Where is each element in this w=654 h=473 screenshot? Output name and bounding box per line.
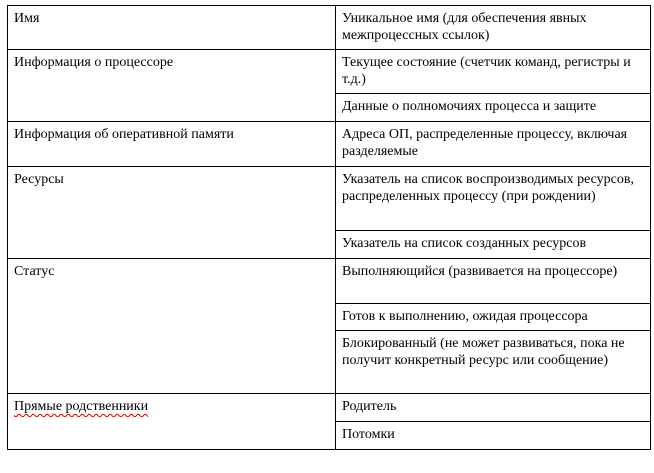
row-value: Блокированный (не может развиваться, пока не получит конкретный ресурс или сообщение) [342, 336, 625, 368]
row-value: Потомки [342, 427, 395, 442]
row-value: Указатель на список воспроизводимых ресурсов, распределенных процессу (при рождении) [342, 172, 634, 204]
table-row [8, 6, 651, 50]
row-label: Информация об оперативной памяти [14, 127, 234, 142]
row-label-cell [8, 259, 336, 394]
row-value-cell [336, 304, 651, 331]
process-descriptor-table [7, 5, 651, 450]
row-value-cell [336, 394, 651, 422]
row-label-cell [8, 167, 336, 259]
row-label-cell [8, 50, 336, 122]
row-value-cell [336, 422, 651, 450]
table-row [8, 259, 651, 304]
row-label-cell [8, 394, 336, 450]
row-value-cell [336, 94, 651, 122]
row-value: Выполняющийся (развивается на процессоре) [342, 264, 618, 279]
row-value-cell [336, 6, 651, 50]
table-row [8, 394, 651, 422]
row-value-cell [336, 167, 651, 231]
row-value-cell [336, 122, 651, 167]
row-value-cell [336, 331, 651, 394]
table-row [8, 167, 651, 231]
row-value: Текущее состояние (счетчик команд, регистры и т.д.) [342, 55, 631, 87]
table-row [8, 50, 651, 94]
row-value-cell [336, 50, 651, 94]
row-label: Имя [14, 11, 40, 26]
row-value-cell [336, 259, 651, 304]
row-value: Указатель на список созданных ресурсов [342, 236, 587, 251]
row-label-cell [8, 6, 336, 50]
row-label: Информация о процессоре [14, 55, 174, 70]
row-label: Прямые родственники [14, 399, 149, 414]
row-label-cell [8, 122, 336, 167]
row-value: Родитель [342, 399, 397, 414]
row-value-cell [336, 231, 651, 259]
row-value: Данные о полномочиях процесса и защите [342, 99, 597, 114]
row-value: Уникальное имя (для обеспечения явных межпроцессных ссылок) [342, 11, 587, 43]
row-value: Адреса ОП, распределенные процессу, включая разделяемые [342, 127, 628, 159]
row-value: Готов к выполнению, ожидая процессора [342, 309, 588, 324]
row-label: Ресурсы [14, 172, 64, 187]
row-label: Статус [14, 264, 55, 279]
table-row [8, 122, 651, 167]
